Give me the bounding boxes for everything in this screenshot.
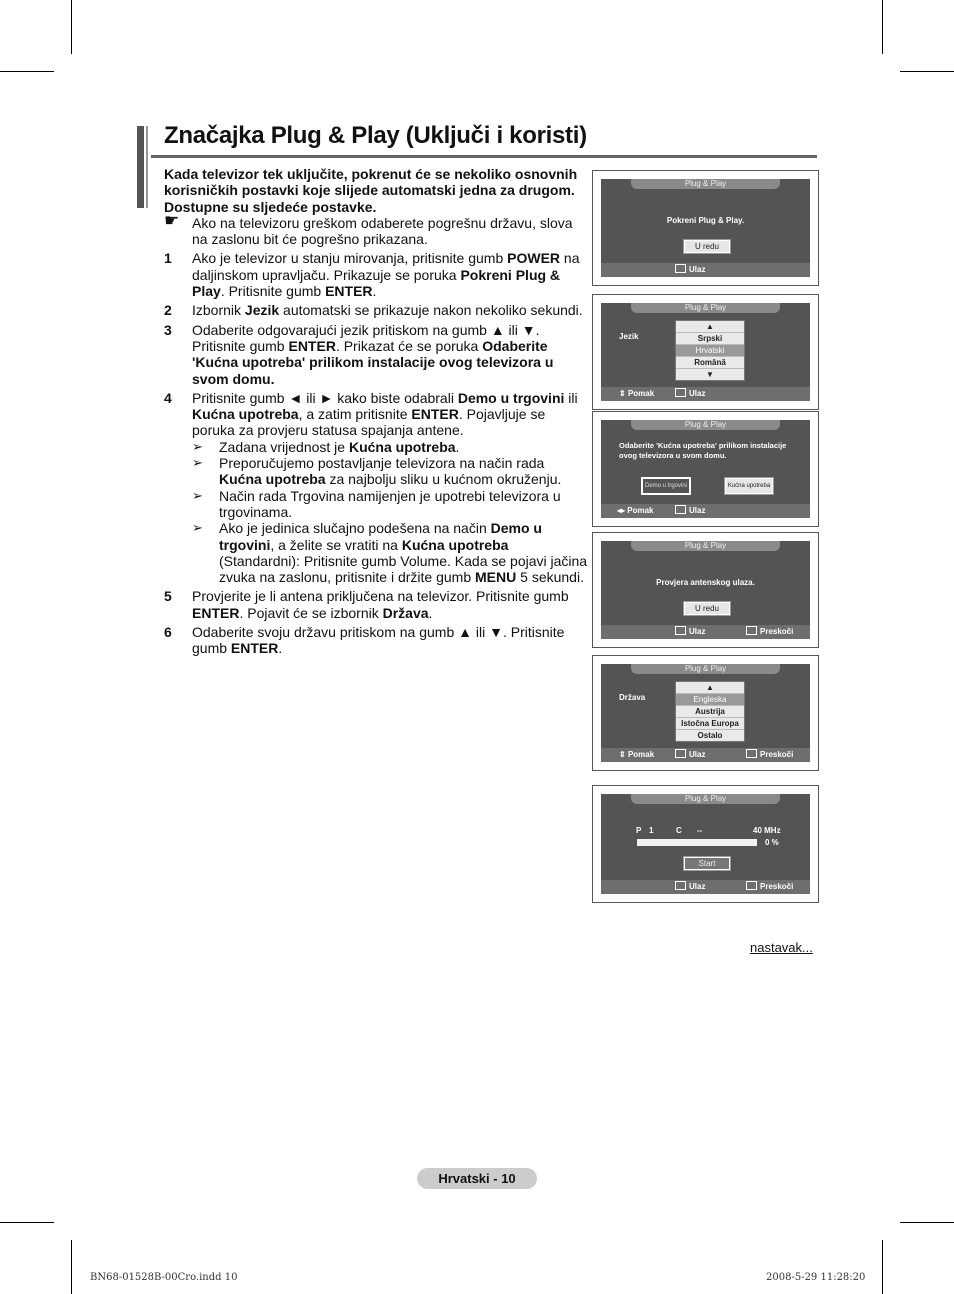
crop-mark: [0, 1222, 54, 1223]
screen-header: Plug & Play: [631, 664, 780, 674]
frequency-readout: 40 MHz: [753, 826, 781, 835]
pointing-hand-icon: ☛: [164, 210, 180, 230]
country-option-selected[interactable]: Engleska: [676, 694, 744, 706]
scroll-up-icon[interactable]: ▲: [676, 321, 744, 333]
arrow-icon: ➢: [192, 438, 203, 454]
country-option[interactable]: Ostalo: [697, 731, 723, 740]
step-number: 4: [164, 389, 172, 406]
start-button[interactable]: Start: [683, 856, 731, 871]
screen-footer: ⇕ Pomak Ulaz: [601, 387, 810, 401]
program-number: 1: [649, 826, 654, 835]
screen-header: Plug & Play: [631, 303, 780, 313]
screen-start: [592, 170, 819, 286]
warning-note: ☛ Ako na televizoru greškom odaberete pogrešnu državu, slova na zaslonu bit će pogrešno prikazana.: [164, 210, 573, 248]
screen-footer: Ulaz Preskoči: [601, 880, 810, 894]
step-item: 1 Ako je televizor u stanju mirovanja, pritisnite gumb POWER na daljinskom upravljaču. Prikazuje se poruka Pokreni Plug & Play. Pritisnite gumb ENTER.: [164, 250, 580, 300]
screen-header: Plug & Play: [631, 541, 780, 551]
instructions: [164, 166, 588, 660]
tip-item: ➢ Način rada Trgovina namijenjen je upotrebi televizora u trgovinama.: [192, 487, 561, 520]
crop-mark: [900, 71, 954, 72]
crop-mark: [0, 71, 54, 72]
title-rule: [151, 155, 817, 158]
crop-mark: [882, 1240, 883, 1294]
continue-link[interactable]: nastavak...: [750, 940, 813, 955]
scroll-down-icon[interactable]: ▼: [706, 370, 714, 379]
page-title: Značajka Plug & Play (Uključi i koristi): [164, 122, 587, 149]
screen-footer: Ulaz: [601, 263, 810, 277]
enter-icon: [675, 264, 686, 273]
language-option[interactable]: Română: [676, 357, 744, 369]
step-number: 5: [164, 588, 172, 605]
enter-icon: [675, 881, 686, 890]
intro-text: Kada televizor tek uključite, pokrenut će se nekoliko osnovnih korisničkih postavki koje slijede automatski jedna za drugom. Dostupne su sljedeće postavke.: [164, 166, 578, 215]
language-label: Jezik: [619, 332, 639, 341]
imprint-file: BN68-01528B-00Cro.indd 10: [90, 1272, 238, 1283]
screen-antenna: [592, 532, 819, 648]
ok-button[interactable]: U redu: [683, 239, 731, 254]
skip-icon: [746, 626, 757, 635]
screen-channel-scan: [592, 785, 819, 903]
screen-header: Plug & Play: [631, 420, 780, 430]
skip-icon: [746, 749, 757, 758]
ok-button[interactable]: U redu: [683, 601, 731, 616]
program-label: P: [636, 826, 642, 835]
screen-footer: ◂▸ Pomak Ulaz: [601, 504, 810, 518]
screen-message: Provjera antenskog ulaza.: [656, 578, 755, 587]
scan-progress-bar: [637, 839, 757, 846]
step-number: 3: [164, 321, 172, 338]
home-use-button[interactable]: Kućna upotreba: [724, 477, 774, 495]
progress-percent: 0 %: [765, 838, 779, 847]
scroll-up-icon[interactable]: ▲: [676, 682, 744, 694]
title-decoration: [137, 126, 151, 208]
screen-country: [592, 655, 819, 771]
screen-message: Pokreni Plug & Play.: [666, 216, 745, 225]
crop-mark: [71, 1240, 72, 1294]
step-item: 2 Izbornik Jezik automatski se prikazuje nakon nekoliko sekundi.: [164, 302, 583, 319]
step-number: 2: [164, 302, 172, 319]
screen-footer: ⇕ Pomak Ulaz Preskoči: [601, 748, 810, 762]
screen-header: Plug & Play: [631, 794, 780, 804]
crop-mark: [900, 1222, 954, 1223]
country-option[interactable]: Istočna Europa: [676, 718, 744, 730]
skip-icon: [746, 881, 757, 890]
tip-item: ➢ Preporučujemo postavljanje televizora na način rada Kućna upotreba za najbolju sliku u kućnom okruženju.: [192, 455, 562, 488]
language-option[interactable]: Srpski: [676, 333, 744, 345]
step-item: 3 Odaberite odgovarajući jezik pritiskom na gumb ▲ ili ▼. Pritisnite gumb ENTER. Prikazat će se poruka Odaberite 'Kućna upotreba' prilikom instalacije ovog televizora u svom domu.: [164, 321, 554, 387]
step-item: 4 Pritisnite gumb ◄ ili ► kako biste odabrali Demo u trgovini ili Kućna upotreba, a zatim pritisnite ENTER. Pojavljuje se poruka za provjeru statusa spajanja antene.: [164, 389, 578, 439]
arrow-icon: ➢: [192, 455, 203, 471]
step-number: 1: [164, 250, 172, 267]
enter-icon: [675, 505, 686, 514]
screen-header: Plug & Play: [631, 179, 780, 189]
step-item: 6 Odaberite svoju državu pritiskom na gumb ▲ ili ▼. Pritisnite gumb ENTER.: [164, 624, 565, 657]
tip-item: ➢ Ako je jedinica slučajno podešena na način Demo u trgovini, a želite se vratiti na Kućna upotreba (Standardni): Pritisnite gumb Volume. Kada se pojavi jačina zvuka na zaslonu, pritisnite i držite gumb MENU 5 sekundi.: [192, 520, 588, 586]
screen-footer: Ulaz Preskoči: [601, 625, 810, 639]
channel-number: --: [697, 826, 703, 835]
enter-icon: [675, 626, 686, 635]
crop-mark: [882, 0, 883, 54]
screen-use-mode: [592, 411, 819, 527]
step-list: [164, 250, 588, 659]
arrow-icon: ➢: [192, 520, 203, 536]
page-number: Hrvatski - 10: [417, 1168, 537, 1189]
country-option[interactable]: Austrija: [676, 706, 744, 718]
demo-store-button[interactable]: Demo u trgovini: [641, 477, 691, 495]
language-list[interactable]: [675, 320, 745, 381]
arrow-icon: ➢: [192, 487, 203, 503]
screen-language: [592, 294, 819, 410]
imprint-date: 2008-5-29 11:28:20: [766, 1272, 866, 1283]
enter-icon: [675, 749, 686, 758]
tip-item: ➢ Zadana vrijednost je Kućna upotreba.: [192, 438, 460, 455]
language-option-selected[interactable]: Hrvatski: [676, 345, 744, 357]
channel-label: C: [676, 826, 682, 835]
country-list[interactable]: [675, 681, 745, 742]
country-label: Država: [619, 693, 646, 702]
step-item: 5 Provjerite je li antena priključena na televizor. Pritisnite gumb ENTER. Pojavit će se izbornik Država.: [164, 588, 569, 621]
screen-message: Odaberite 'Kućna upotreba' prilikom instalacije ovog televizora u svom domu.: [619, 441, 787, 460]
enter-icon: [675, 388, 686, 397]
crop-mark: [71, 0, 72, 54]
step-number: 6: [164, 624, 172, 641]
